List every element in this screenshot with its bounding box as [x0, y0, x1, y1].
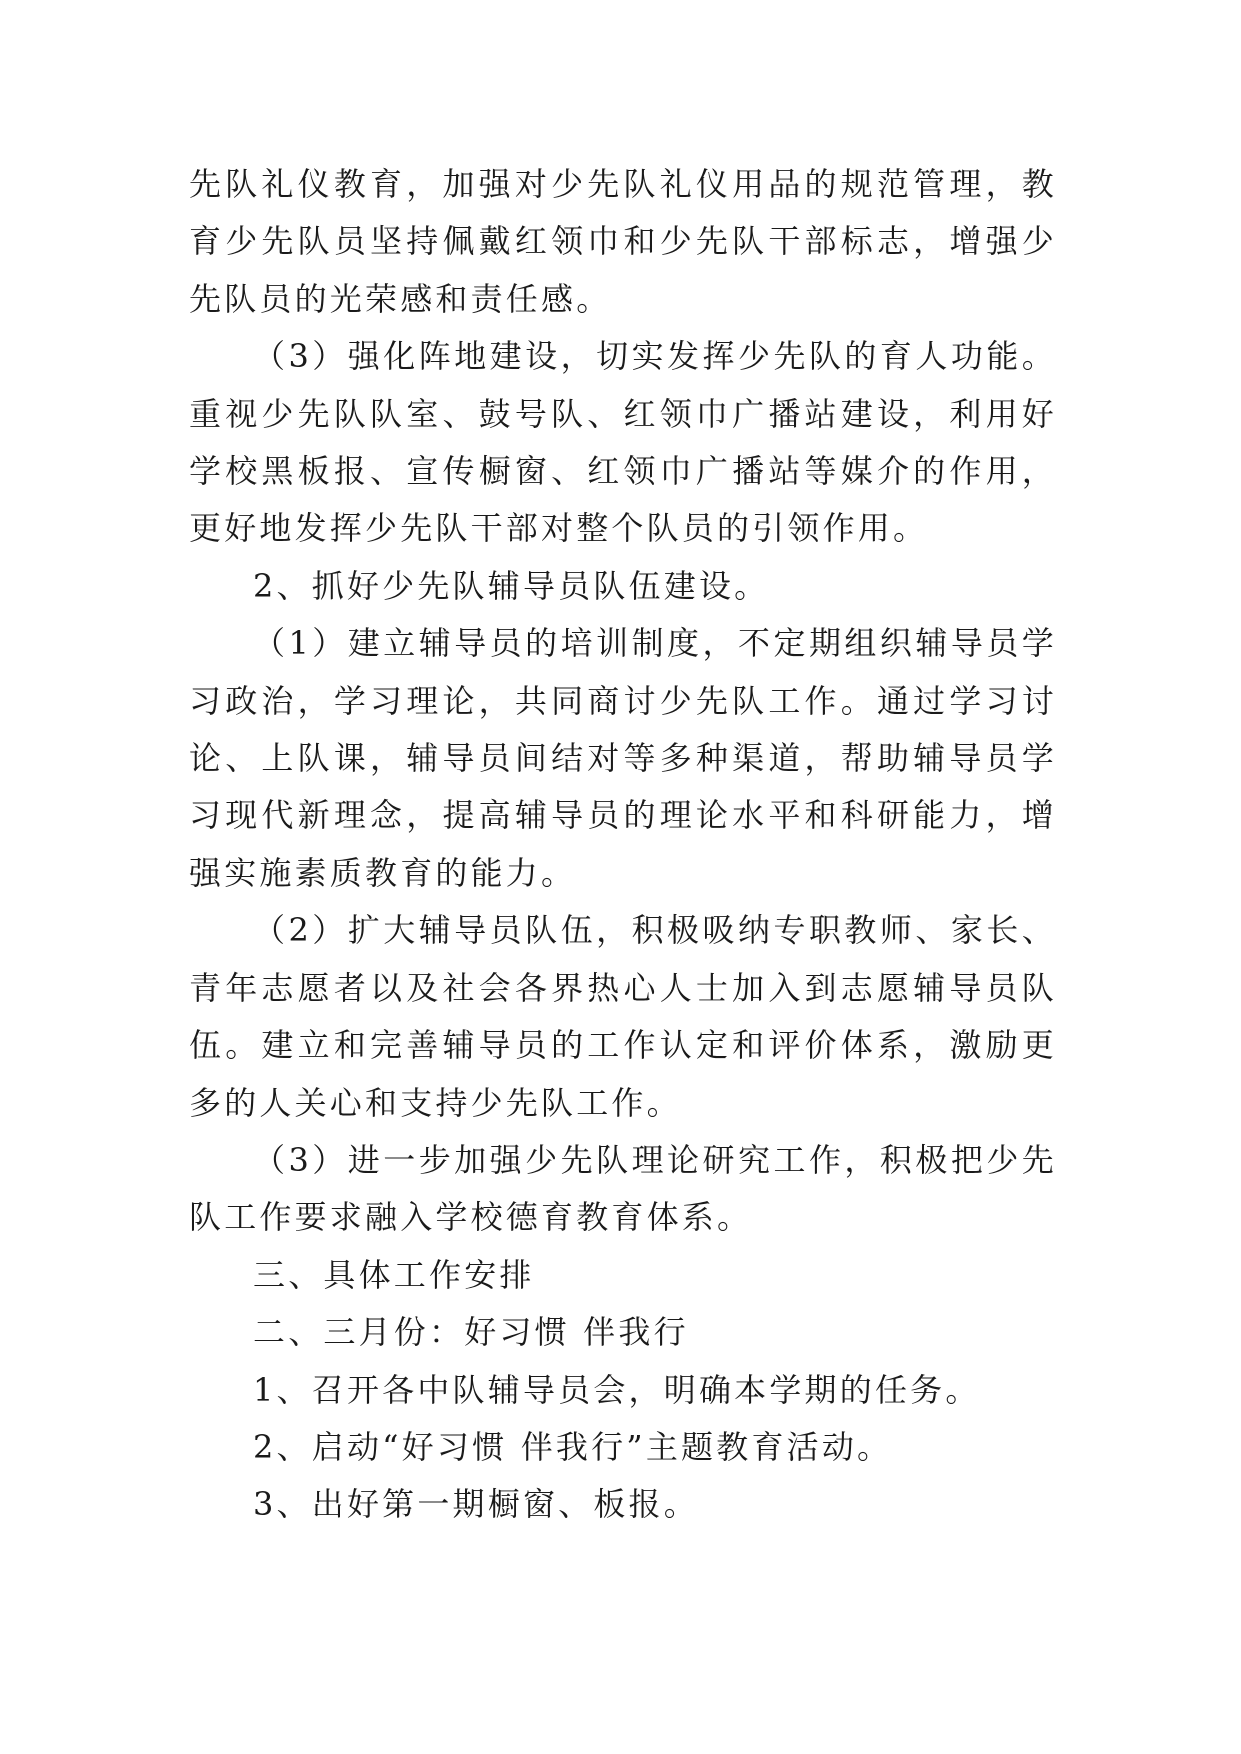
paragraph-theory-research: （3）进一步加强少先队理论研究工作，积极把少先队工作要求融入学校德育教育体系。	[189, 1140, 1057, 1237]
paragraph-expand-counselors: （2）扩大辅导员队伍，积极吸纳专职教师、家长、青年志愿者以及社会各界热心人士加入到志愿辅导员队伍。建立和完善辅导员的工作认定和评价体系，激励更多的人关心和支持少先队工作。	[189, 911, 1057, 1122]
paragraph-training-system: （1）建立辅导员的培训制度，不定期组织辅导员学习政治，学习理论，共同商讨少先队工作。通过学习讨论、上队课，辅导员间结对等多种渠道，帮助辅导员学习现代新理念，提高辅导员的理论水平和科研能力，增强实施素质教育的能力。	[189, 624, 1057, 892]
section-heading-work-arrangement: 三、具体工作安排	[253, 1255, 535, 1294]
subheading-feb-march: 二、三月份：好习惯 伴我行	[253, 1313, 689, 1352]
paragraph-etiquette-education: 先队礼仪教育，加强对少先队礼仪用品的规范管理，教育少先队员坚持佩戴红领巾和少先队干部标志，增强少先队员的光荣感和责任感。	[189, 165, 1057, 318]
paragraph-counselor-team-heading: 2、抓好少先队辅导员队伍建设。	[253, 566, 770, 605]
list-item-2: 2、启动“好习惯 伴我行”主题教育活动。	[253, 1427, 893, 1466]
paragraph-position-building: （3）强化阵地建设，切实发挥少先队的育人功能。重视少先队队室、鼓号队、红领巾广播站建设，利用好学校黑板报、宣传橱窗、红领巾广播站等媒介的作用，更好地发挥少先队干部对整个队员的引领作用。	[189, 337, 1057, 548]
list-item-3: 3、出好第一期橱窗、板报。	[253, 1485, 699, 1524]
list-item-1: 1、召开各中队辅导员会，明确本学期的任务。	[253, 1370, 981, 1409]
document-body	[189, 156, 1057, 1534]
